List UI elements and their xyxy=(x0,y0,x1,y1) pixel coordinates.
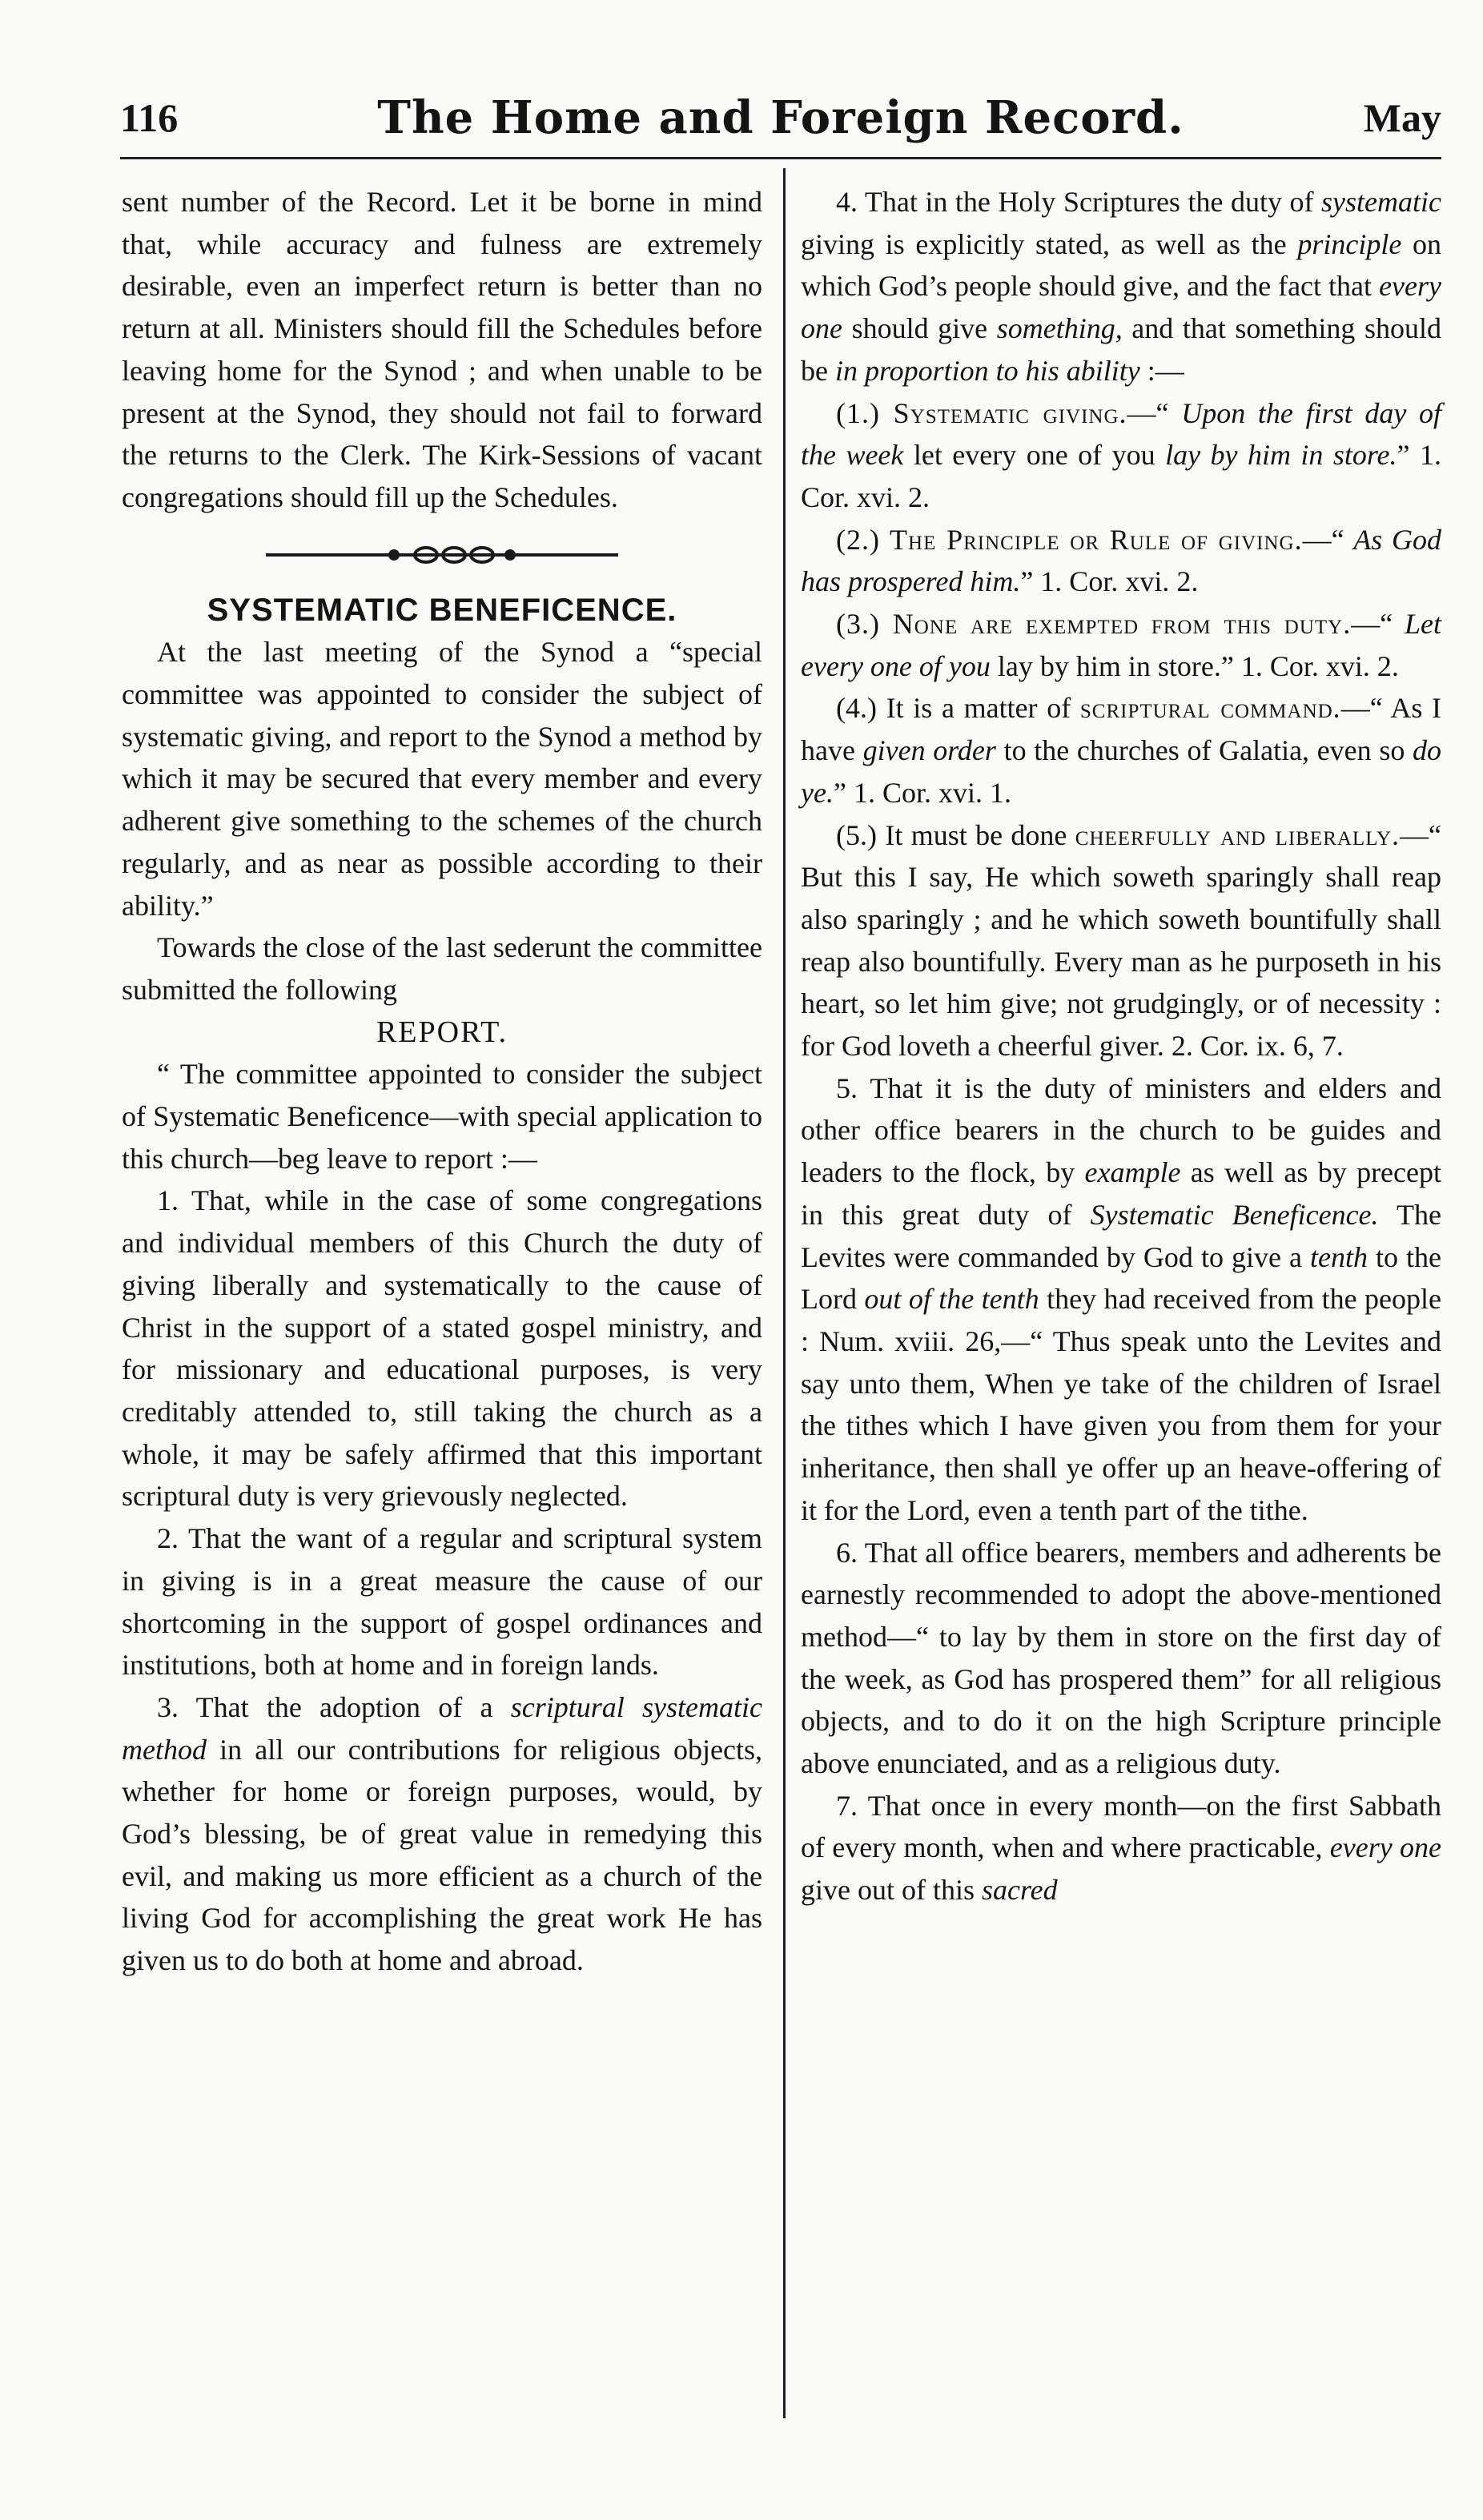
ornament-divider-icon xyxy=(266,543,618,567)
report-item-6: 6. That all office bearers, members and adherents be earnestly recommended to adopt the above-mentioned method—“ to lay by them in store on the first day of the week, as God has prospered them” for all religious objects, and to do it on the high Scripture principle above enunciated, and as a religious duty. xyxy=(801,1536,1441,1780)
sub-item-3: (3.) None are exempted from this duty.—“ Let every one of you lay by him in store.” 1. Cor. xvi. 2. xyxy=(801,608,1441,682)
page-number: 116 xyxy=(120,95,179,140)
header-rule xyxy=(120,157,1441,159)
sub-item-2: (2.) The Principle or Rule of giving.—“ As God has prospered him.” 1. Cor. xvi. 2. xyxy=(801,523,1442,598)
report-item-4: 4. That in the Holy Scriptures the duty of systematic giving is explicitly stated, as well as the principle on which God’s people should give, and the fact that every one should give something, and that something should be in proportion to his ability :— xyxy=(801,186,1442,387)
column-rule xyxy=(783,168,786,2418)
right-column xyxy=(801,181,1441,1911)
running-header xyxy=(120,91,1441,159)
paragraph-towards: Towards the close of the last sederunt the committee submitted the following xyxy=(122,931,762,1006)
paragraph-continuation: sent number of the Record. Let it be borne in mind that, while accuracy and fulness are extremely desirable, even an imperfect return is better than no return at all. Ministers should fill the Schedules before leaving home for the Synod ; and when unable to be present at the Synod, they should not fail to forward the returns to the Clerk. The Kirk-Sessions of vacant congregations should fill up the Schedules. xyxy=(122,186,762,513)
journal-title: The Home and Foreign Record. xyxy=(377,91,1184,144)
report-item-1: 1. That, while in the case of some congregations and individual members of this Church the duty of giving liberally and systematically to the cause of Christ in the support of a stated gospel ministry, and for missionary and educational purposes, is very creditably attended to, still taking the church as a whole, it may be safely affirmed that this important scriptural duty is very grievously neglected. xyxy=(122,1184,762,1513)
section-heading: SYSTEMATIC BENEFICENCE. xyxy=(207,592,677,628)
paragraph-intro: At the last meeting of the Synod a “special committee was appointed to consider the subject of systematic giving, and report to the Synod a method by which it may be secured that every member and every adherent give something to the schemes of the church regularly, and as near as possible according to their ability.” xyxy=(122,636,762,922)
issue-month: May xyxy=(1363,95,1441,140)
sub-item-4: (4.) It is a matter of scriptural command.—“ As I have given order to the churches of Galatia, even so do ye.” 1. Cor. xvi. 1. xyxy=(801,692,1441,809)
report-heading: REPORT. xyxy=(376,1015,508,1049)
sub-item-1: (1.) Systematic giving.—“ Upon the first day of the week let every one of you lay by him in store.” 1. Cor. xvi. 2. xyxy=(801,396,1442,513)
report-item-3: 3. That the adoption of a scriptural systematic method in all our contributions for religious objects, whether for home or foreign purposes, would, by God’s blessing, be of great value in remedying this evil, and making us more efficient as a church of the living God for accomplishing the great work He has given us to do both at home and abroad. xyxy=(122,1690,762,1977)
report-item-5: 5. That it is the duty of ministers and elders and other office bearers in the church to be guides and leaders to the flock, by example as well as by precept in this great duty of Systematic Beneficence. The Levites were commanded by God to give a tenth to the Lord out of the tenth they had received from the people : Num. xviii. 26,—“ Thus speak unto the Levites and say unto them, When ye take of the children of Israel the tithes which I have given you from them for your inheritance, then shall ye offer up an heave-offering of it for the Lord, even a tenth part of the tithe. xyxy=(801,1071,1441,1526)
left-column xyxy=(122,181,762,1982)
paragraph-committee: “ The committee appointed to consider the subject of Systematic Beneficence—with special application to this church—beg leave to report :— xyxy=(122,1058,762,1175)
report-item-2: 2. That the want of a regular and scriptural system in giving is in a great measure the cause of our shortcoming in the support of gospel ordinances and institutions, both at home and in foreign lands. xyxy=(122,1522,762,1682)
report-item-7: 7. That once in every month—on the first Sabbath of every month, when and where practicable, every one give out of this sacred xyxy=(801,1789,1441,1907)
sub-item-5: (5.) It must be done cheerfully and liberally.—“ But this I say, He which soweth sparingly shall reap also sparingly ; and he which soweth bountifully shall reap also bountifully. Every man as he purposeth in his heart, so let him give; not grudgingly, or of necessity : for God loveth a cheerful giver. 2. Cor. ix. 6, 7. xyxy=(801,818,1442,1063)
